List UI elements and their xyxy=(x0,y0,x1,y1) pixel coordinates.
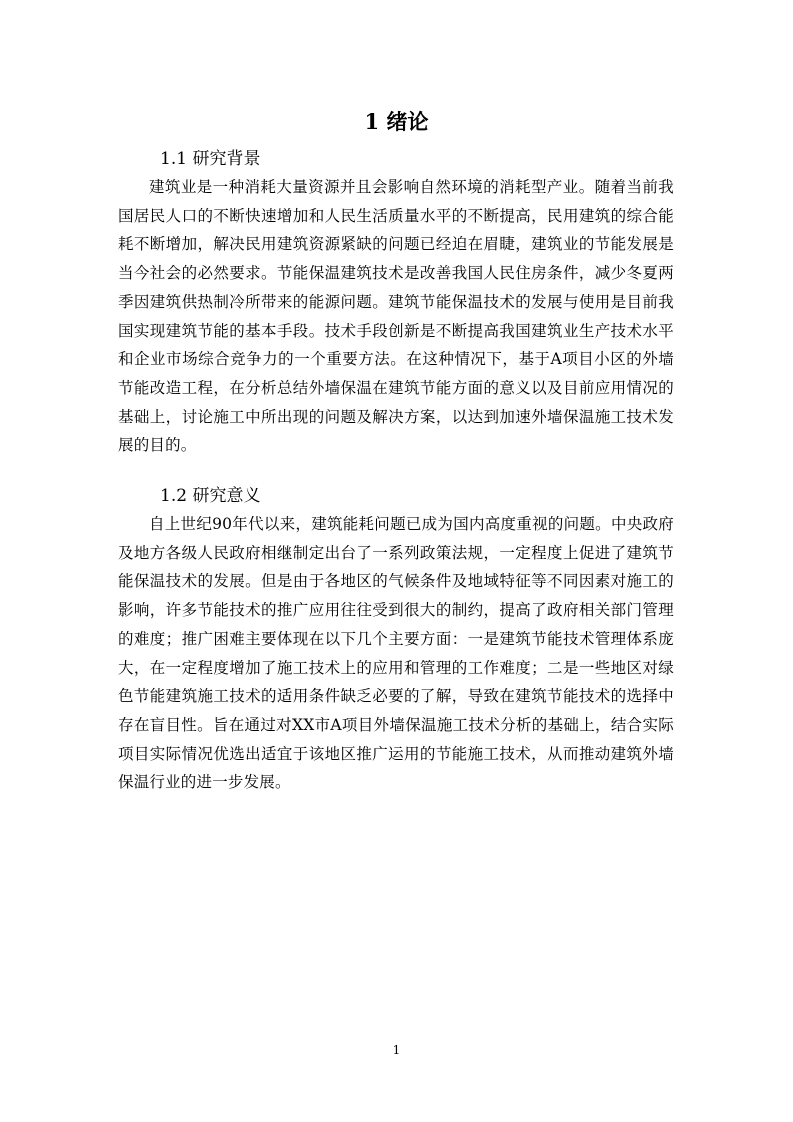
section-heading-significance: 1.2 研究意义 xyxy=(160,486,261,506)
section-heading-background: 1.1 研究背景 xyxy=(160,149,261,169)
chapter-title: 1 绪论 xyxy=(364,109,429,134)
paragraph-significance: 自上世纪90年代以来，建筑能耗问题已成为国内高度重视的问题。中央政府及地方各级人民政府相继制定出台了一系列政策法规，一定程度上促进了建筑节能保温技术的发展。但是由于各地区的气候条件及地域特征等不同因素对施工的影响，许多节能技术的推广应用往往受到很大的制约，提高了政府相关部门管理的难度；推广困难主要体现在以下几个主要方面：一是建筑节能技术管理体系庞大，在一定程度增加了施工技术上的应用和管理的工作难度；二是一些地区对绿色节能建筑施工技术的适用条件缺乏必要的了解，导致在建筑节能技术的选择中存在盲目性。旨在通过对XX市A项目外墙保温施工技术分析的基础上，结合实际项目实际情况优选出适宜于该地区推广运用的节能施工技术，从而推动建筑外墙保温行业的进一步发展。 xyxy=(118,515,674,792)
paragraph-background: 建筑业是一种消耗大量资源并且会影响自然环境的消耗型产业。随着当前我国居民人口的不断快速增加和人民生活质量水平的不断提高，民用建筑的综合能耗不断增加，解决民用建筑资源紧缺的问题已经迫在眉睫，建筑业的节能发展是当今社会的必然要求。节能保温建筑技术是改善我国人民住房条件，减少冬夏两季因建筑供热制冷所带来的能源问题。建筑节能保温技术的发展与使用是目前我国实现建筑节能的基本手段。技术手段创新是不断提高我国建筑业生产技术水平和企业市场综合竞争力的一个重要方法。在这种情况下，基于A项目小区的外墙节能改造工程，在分析总结外墙保温在建筑节能方面的意义以及目前应用情况的基础上，讨论施工中所出现的问题及解决方案，以达到加速外墙保温施工技术发展的目的。 xyxy=(118,178,674,455)
page-number: 1 xyxy=(392,1043,401,1057)
